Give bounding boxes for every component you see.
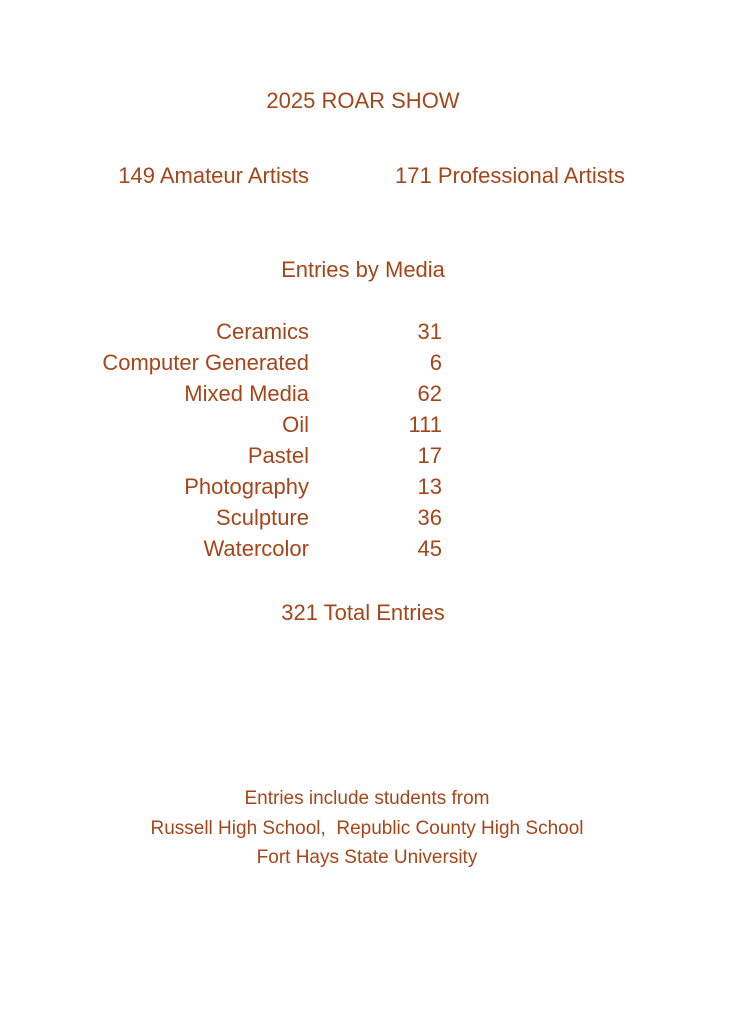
media-row: [0, 533, 750, 564]
media-count: 6: [429, 350, 442, 375]
media-name: Sculpture: [216, 505, 309, 530]
media-row: [0, 409, 750, 440]
media-name: Pastel: [247, 443, 309, 468]
media-count: 62: [417, 381, 442, 406]
footer-line-2: Russell High School, Republic County High School: [150, 817, 584, 839]
media-count: 13: [417, 474, 442, 499]
footer-line-3: Fort Hays State University: [256, 847, 478, 868]
media-name: Mixed Media: [184, 381, 309, 406]
media-count: 111: [408, 412, 442, 437]
footer-line-1: Entries include students from: [244, 788, 490, 809]
media-row: [0, 502, 750, 533]
media-name: Computer Generated: [102, 350, 309, 375]
media-count: 17: [417, 443, 442, 468]
media-row: [0, 316, 750, 347]
page-title: 2025 ROAR SHOW: [266, 88, 460, 113]
media-name: Ceramics: [216, 319, 309, 344]
amateur-artists-count: 149 Amateur Artists: [118, 163, 309, 188]
media-count: 31: [417, 319, 442, 344]
media-row: [0, 471, 750, 502]
media-heading: Entries by Media: [281, 257, 445, 282]
media-count: 45: [417, 536, 442, 561]
media-row: [0, 440, 750, 471]
footer-note: [0, 784, 734, 873]
media-list: [0, 316, 750, 564]
media-name: Watercolor: [203, 536, 309, 561]
media-count: 36: [417, 505, 442, 530]
media-row: [0, 378, 750, 409]
media-name: Photography: [184, 474, 309, 499]
media-name: Oil: [282, 412, 309, 437]
total-entries: 321 Total Entries: [281, 600, 445, 625]
media-row: [0, 347, 750, 378]
professional-artists-count: 171 Professional Artists: [395, 163, 625, 188]
